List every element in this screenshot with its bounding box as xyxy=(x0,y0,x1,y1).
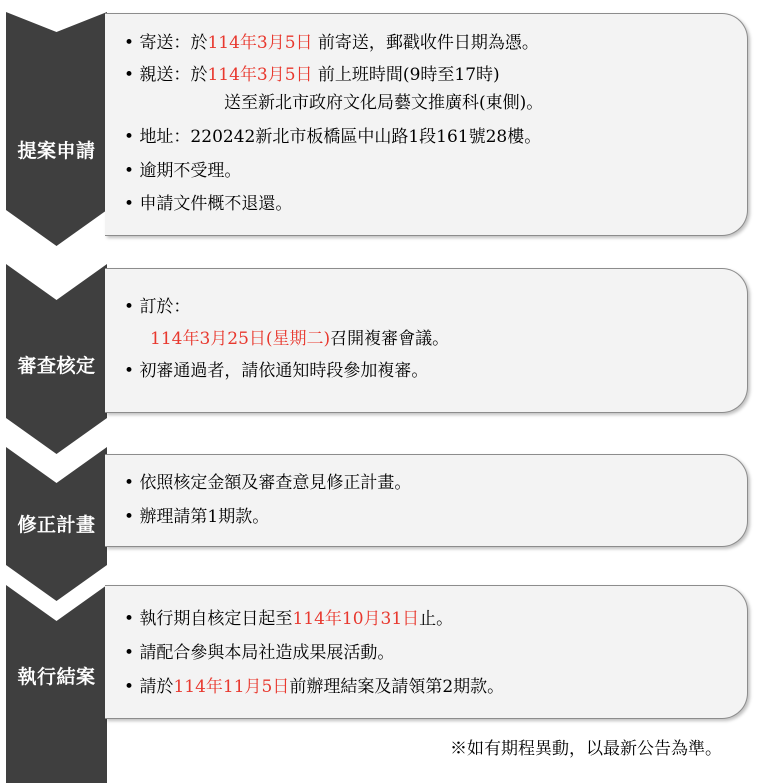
highlighted-date: 114年3月5日 xyxy=(207,33,313,53)
step-1-line-4 xyxy=(124,124,541,151)
highlighted-date: 114年10月31日 xyxy=(292,609,420,629)
bullet-glyph: • xyxy=(124,609,140,629)
text-segment: 逾期不受理。 xyxy=(139,161,242,181)
highlighted-date: 114年11月5日 xyxy=(173,677,290,697)
text-segment: 地址：220242新北市板橋區中山路1段161號28樓。 xyxy=(139,127,542,147)
text-segment: 初審通過者，請依通知時段參加複審。 xyxy=(139,361,429,381)
step-label-3: 修正計畫 xyxy=(17,514,96,536)
bullet-glyph: • xyxy=(124,507,140,527)
text-segment: 前辦理結案及請領第2期款。 xyxy=(289,677,505,697)
step-box-3 xyxy=(105,454,748,547)
text-segment: 請於 xyxy=(139,677,174,697)
step-4-line-2 xyxy=(124,640,394,667)
step-3-line-2 xyxy=(124,504,269,531)
text-segment: 訂於： xyxy=(139,297,191,317)
text-segment: 召開複審會議。 xyxy=(330,329,450,349)
step-1-line-5 xyxy=(124,158,241,185)
text-segment: 前上班時間(9時至17時) xyxy=(312,65,500,85)
bullet-glyph: • xyxy=(124,65,140,85)
bullet-glyph: • xyxy=(124,194,140,214)
step-1-line-1 xyxy=(124,30,539,57)
text-segment: 請配合參與本局社造成果展活動。 xyxy=(139,643,395,663)
text-segment: 辦理請第1期款。 xyxy=(139,507,270,527)
text-segment: 依照核定金額及審查意見修正計畫。 xyxy=(139,473,412,493)
schedule-footnote: ※如有期程異動，以最新公告為準。 xyxy=(450,739,722,759)
text-segment: 於 xyxy=(190,65,208,85)
bullet-glyph: • xyxy=(124,361,140,381)
step-4-line-3 xyxy=(124,674,504,701)
bullet-glyph: • xyxy=(124,643,140,663)
step-label-1: 提案申請 xyxy=(17,140,96,162)
text-segment: 執行期自核定日起至 xyxy=(139,609,293,629)
step-3-line-1 xyxy=(124,470,411,497)
bullet-glyph: • xyxy=(124,473,140,493)
text-segment: 親送： xyxy=(139,65,191,85)
bullet-glyph: • xyxy=(124,297,140,317)
step-arrow-1 xyxy=(6,12,107,246)
step-4-line-1 xyxy=(124,606,453,633)
text-segment: 前寄送，郵戳收件日期為憑。 xyxy=(312,33,539,53)
text-segment: 送至新北市政府文化局藝文推廣科(東側)。 xyxy=(224,93,544,113)
bullet-glyph: • xyxy=(124,33,140,53)
step-1-line-6 xyxy=(124,191,292,218)
highlighted-date: 114年3月25日(星期二) xyxy=(150,329,331,349)
text-segment: 申請文件概不退還。 xyxy=(139,194,293,214)
step-label-2: 審查核定 xyxy=(17,355,96,377)
bullet-glyph: • xyxy=(124,127,140,147)
step-2-line-3 xyxy=(124,358,428,385)
step-2-line-1 xyxy=(124,294,190,321)
step-2-line-2 xyxy=(150,326,449,353)
text-segment: 寄送： xyxy=(139,33,191,53)
step-1-line-2 xyxy=(124,62,500,89)
step-label-4: 執行結案 xyxy=(17,666,96,688)
highlighted-date: 114年3月5日 xyxy=(207,65,313,85)
bullet-glyph: • xyxy=(124,677,140,697)
bullet-glyph: • xyxy=(124,161,140,181)
text-segment: 於 xyxy=(190,33,208,53)
text-segment: 止。 xyxy=(419,609,454,629)
step-1-line-3 xyxy=(224,90,543,117)
